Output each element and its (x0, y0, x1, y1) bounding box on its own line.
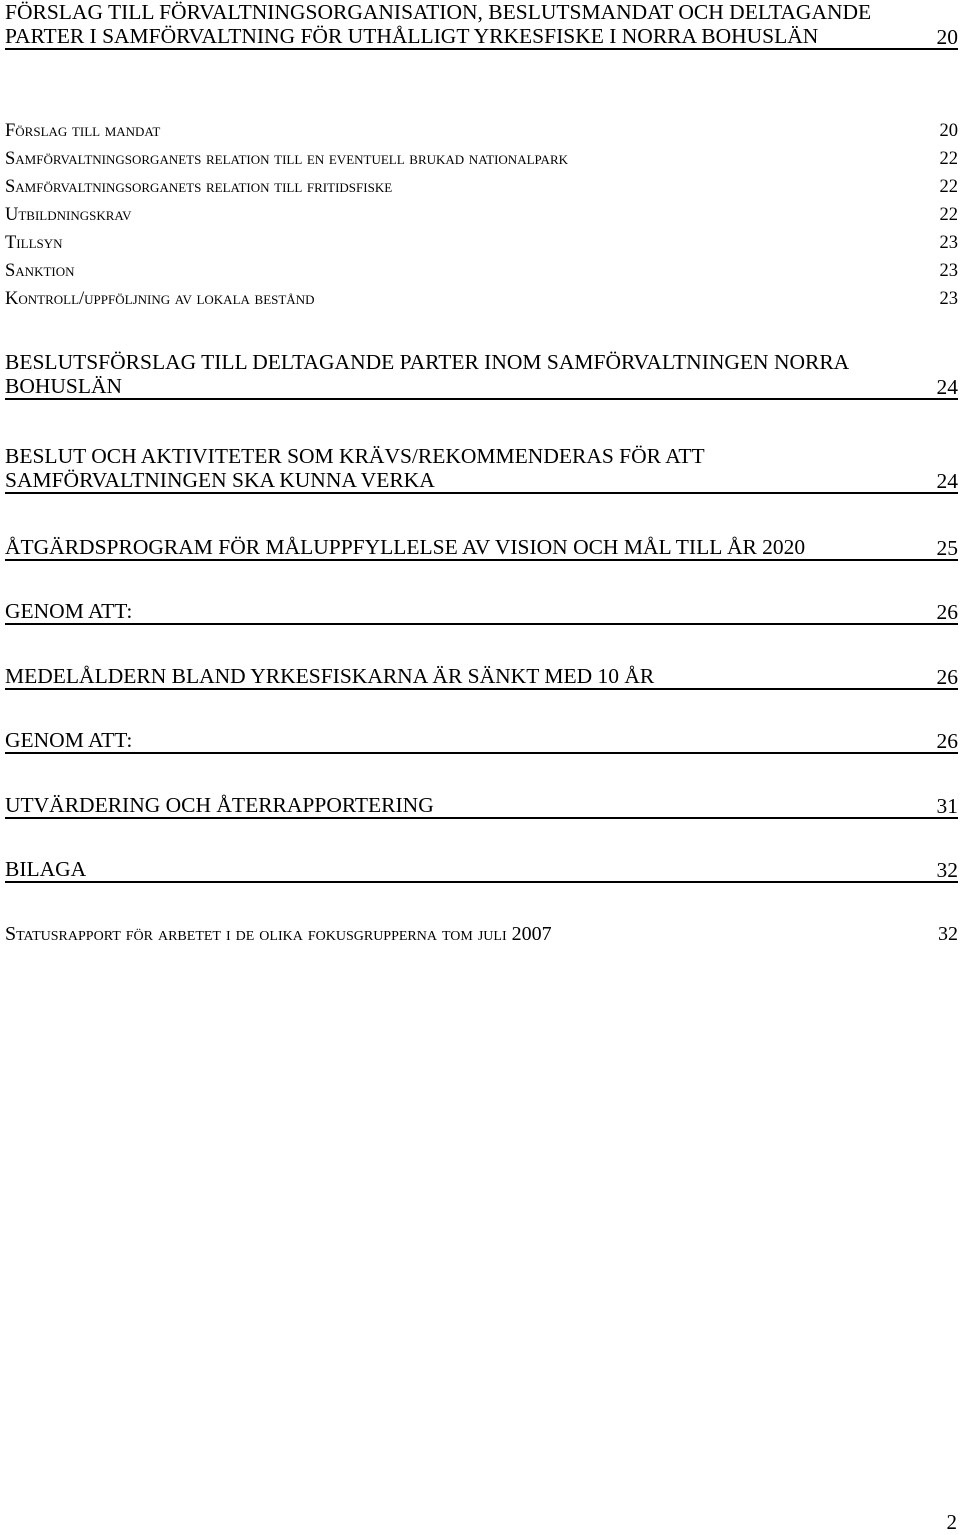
toc-entry-title: GENOM ATT: (5, 599, 133, 623)
toc-entry-title: Kontroll/uppföljning av lokala bestånd (5, 289, 315, 309)
toc-entry[interactable] (5, 119, 958, 143)
toc-entry[interactable] (5, 599, 958, 625)
toc-entry-page: 22 (939, 177, 958, 197)
toc-entry[interactable] (5, 922, 958, 946)
toc-entry-title: Samförvaltningsorganets relation till en eventuell brukad nationalpark (5, 149, 569, 169)
toc-entry-page: 32 (938, 923, 958, 945)
toc-entry-title: ÅTGÄRDSPROGRAM FÖR MÅLUPPFYLLELSE AV VISION OCH MÅL TILL ÅR 2020 (5, 535, 806, 559)
toc-entry-page: 32 (936, 858, 958, 882)
toc-entry-title: Samförvaltningsorganets relation till fritidsfiske (5, 177, 393, 197)
toc-entry-title: BESLUTSFÖRSLAG TILL DELTAGANDE PARTER INOM SAMFÖRVALTNINGEN NORRA BOHUSLÄN (5, 350, 849, 398)
toc-entry[interactable] (5, 444, 958, 494)
toc-entry-page: 23 (939, 233, 958, 253)
toc-entry[interactable] (5, 147, 958, 171)
toc-entry-page: 22 (939, 205, 958, 225)
toc-entry-page: 23 (939, 261, 958, 281)
toc-entry-page: 20 (939, 121, 958, 141)
toc-entry-title: FÖRSLAG TILL FÖRVALTNINGSORGANISATION, BESLUTSMANDAT OCH DELTAGANDE PARTER I SAMFÖRVALTNING FÖR UTHÅLLIGT YRKESFISKE I NORRA BOHUSLÄN (5, 0, 872, 48)
toc-entry-page: 26 (936, 600, 958, 624)
toc-entry-page: 23 (939, 289, 958, 309)
toc-entry[interactable] (5, 664, 958, 690)
toc-entry[interactable] (5, 0, 958, 50)
toc-entry-title: Sanktion (5, 261, 75, 281)
toc-entry-page: 20 (936, 25, 958, 49)
page-number: 2 (946, 1510, 957, 1534)
toc-entry-page: 24 (936, 469, 958, 493)
toc-entry[interactable] (5, 287, 958, 311)
toc-entry-title: GENOM ATT: (5, 728, 133, 752)
toc-entry[interactable] (5, 203, 958, 227)
toc-entry-title: Tillsyn (5, 233, 63, 253)
toc-entry-title: Utbildningskrav (5, 205, 132, 225)
toc-entry[interactable] (5, 231, 958, 255)
toc-entry[interactable] (5, 259, 958, 283)
toc-entry[interactable] (5, 728, 958, 754)
toc-entry-page: 26 (936, 729, 958, 753)
toc-entry-page: 25 (936, 536, 958, 560)
toc-entry[interactable] (5, 350, 958, 400)
toc-entry[interactable] (5, 175, 958, 199)
toc-entry-page: 24 (936, 375, 958, 399)
toc-entry-page: 26 (936, 665, 958, 689)
toc-entry-title: Statusrapport för arbetet i de olika fokusgrupperna tom juli 2007 (5, 923, 552, 945)
toc-entry-title: Förslag till mandat (5, 121, 161, 141)
toc-entry[interactable] (5, 793, 958, 819)
toc-entry-title: BILAGA (5, 857, 87, 881)
toc-entry-page: 31 (936, 794, 958, 818)
toc-entry-title: UTVÄRDERING OCH ÅTERRAPPORTERING (5, 793, 434, 817)
toc-entry-title: MEDELÅLDERN BLAND YRKESFISKARNA ÄR SÄNKT MED 10 ÅR (5, 664, 655, 688)
toc-entry[interactable] (5, 535, 958, 561)
toc-entry[interactable] (5, 857, 958, 883)
toc-entry-page: 22 (939, 149, 958, 169)
toc-entry-title: BESLUT OCH AKTIVITETER SOM KRÄVS/REKOMMENDERAS FÖR ATT SAMFÖRVALTNINGEN SKA KUNNA VERKA (5, 444, 705, 492)
